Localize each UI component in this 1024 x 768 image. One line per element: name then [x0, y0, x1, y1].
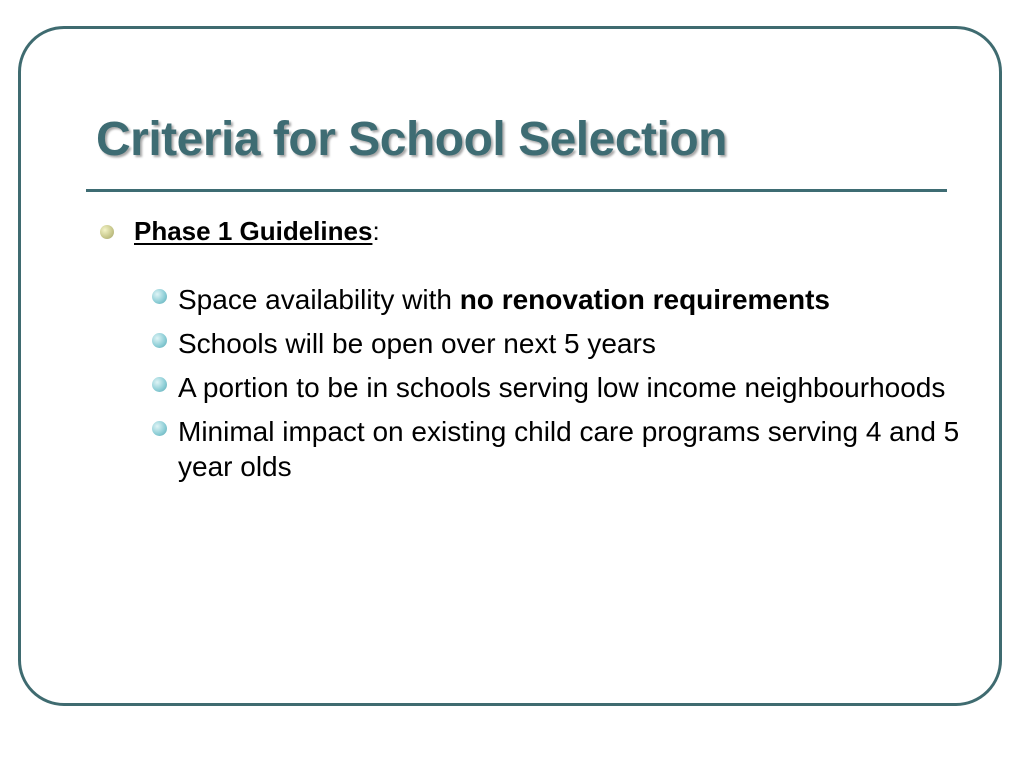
level1-bullet-item	[100, 216, 380, 247]
list-item-emphasis: no renovation requirements	[459, 284, 830, 315]
slide-title: Criteria for School Selection	[96, 113, 727, 166]
bullet-icon	[152, 421, 167, 436]
list-item-plain: Space availability with	[178, 284, 460, 315]
bullet-icon	[100, 225, 114, 239]
bullet-icon	[152, 377, 167, 392]
list-item-text: Minimal impact on existing child care programs serving 4 and 5 year olds	[178, 416, 960, 482]
bullet-icon	[152, 289, 167, 304]
list-item-text: Schools will be open over next 5 years	[178, 328, 656, 359]
guidelines-list	[152, 282, 972, 493]
list-item	[152, 414, 972, 484]
list-item-text	[178, 282, 830, 317]
bullet-icon	[152, 333, 167, 348]
list-item	[152, 326, 972, 361]
list-item	[152, 370, 972, 405]
phase-heading-colon: :	[372, 216, 380, 246]
list-item-text: A portion to be in schools serving low income neighbourhoods	[178, 372, 946, 403]
list-item	[152, 282, 972, 317]
title-divider	[86, 189, 947, 192]
phase-heading: Phase 1 Guidelines	[134, 216, 373, 246]
